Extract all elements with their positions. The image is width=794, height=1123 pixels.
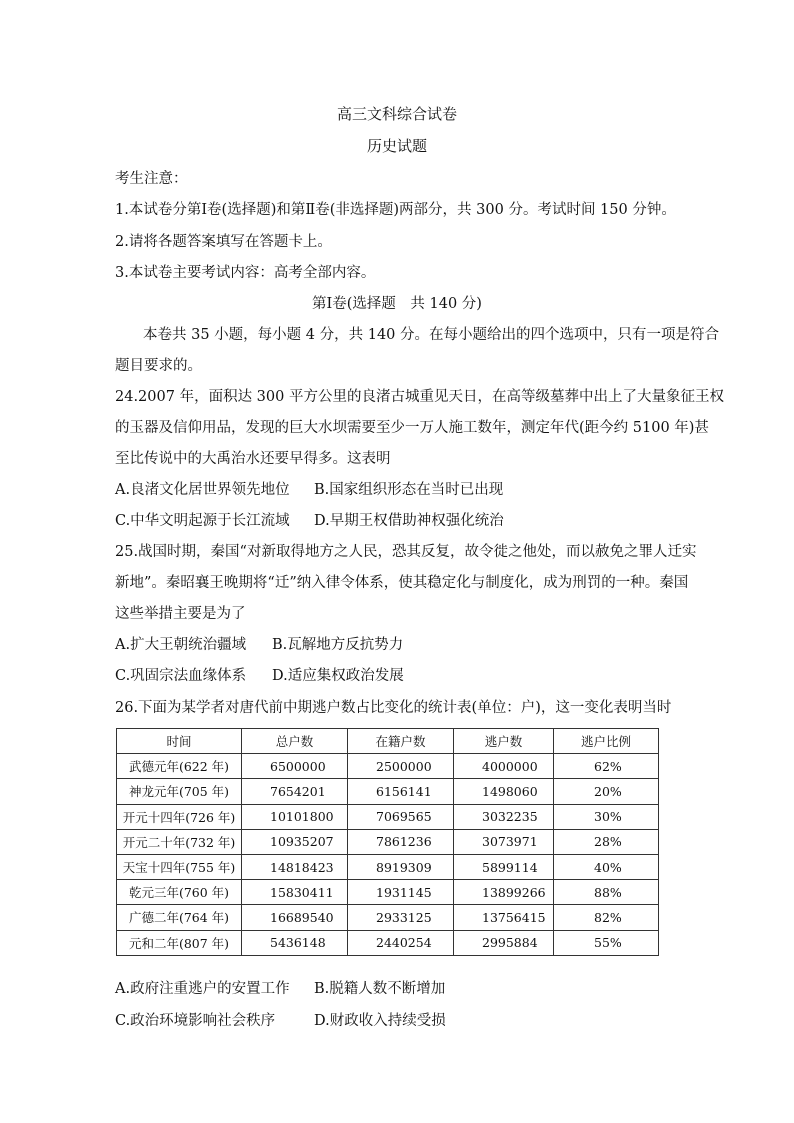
section-title: 第Ⅰ卷(选择题 共 140 分) <box>312 296 482 312</box>
page-subtitle: 历史试题 <box>366 137 427 155</box>
q24-option-a: A.良渚文化居世界领先地位 <box>115 482 290 498</box>
table-cell-registered: 1931145 <box>348 880 454 905</box>
q25-option-d: D.适应集权政治发展 <box>272 668 404 684</box>
table-cell-period: 开元十四年(726 年) <box>117 804 242 829</box>
table-cell-ratio: 40% <box>554 854 659 879</box>
section-instruction-line-2: 题目要求的。 <box>115 358 202 374</box>
table-cell-total: 16689540 <box>242 905 348 930</box>
table-row <box>117 854 659 879</box>
table-cell-total: 10935207 <box>242 829 348 854</box>
q26-option-c: C.政治环境影响社会秩序 <box>115 1013 276 1029</box>
table-cell-period: 元和二年(807 年) <box>117 930 242 955</box>
table-cell-registered: 7861236 <box>348 829 454 854</box>
table-cell-runaway: 3032235 <box>454 804 554 829</box>
section-instruction-line-1: 本卷共 35 小题，每小题 4 分，共 140 分。在每小题给出的四个选项中，只有一项是符合 <box>143 327 720 343</box>
table-cell-ratio: 62% <box>554 754 659 779</box>
table-header-cell: 逃户比例 <box>554 729 659 754</box>
table-cell-period: 神龙元年(705 年) <box>117 779 242 804</box>
table-cell-runaway: 13756415 <box>454 905 554 930</box>
table-header-row <box>117 729 659 754</box>
table-cell-runaway: 2995884 <box>454 930 554 955</box>
q25-stem-line-2: 新地”。秦昭襄王晚期将“迁”纳入律令体系，使其稳定化与制度化，成为刑罚的一种。秦国 <box>115 575 689 591</box>
q24-option-b: B.国家组织形态在当时已出现 <box>314 482 504 498</box>
table-cell-ratio: 82% <box>554 905 659 930</box>
page-title: 高三文科综合试卷 <box>336 105 457 123</box>
table-cell-total: 10101800 <box>242 804 348 829</box>
table-cell-ratio: 30% <box>554 804 659 829</box>
table-cell-registered: 2500000 <box>348 754 454 779</box>
table-cell-ratio: 20% <box>554 779 659 804</box>
table-cell-ratio: 55% <box>554 930 659 955</box>
table-cell-registered: 2933125 <box>348 905 454 930</box>
q25-stem-line-3: 这些举措主要是为了 <box>115 606 246 622</box>
table-cell-registered: 2440254 <box>348 930 454 955</box>
table-cell-runaway: 4000000 <box>454 754 554 779</box>
table-cell-registered: 7069565 <box>348 804 454 829</box>
q26-option-b: B.脱籍人数不断增加 <box>314 981 446 997</box>
q24-option-d: D.早期王权借助神权强化统治 <box>314 513 504 529</box>
table-cell-registered: 6156141 <box>348 779 454 804</box>
table-cell-total: 7654201 <box>242 779 348 804</box>
q26-option-a: A.政府注重逃户的安置工作 <box>115 981 290 997</box>
table-header-cell: 总户数 <box>242 729 348 754</box>
q25-option-a: A.扩大王朝统治疆域 <box>115 637 247 653</box>
table-row <box>117 905 659 930</box>
table-cell-runaway: 3073971 <box>454 829 554 854</box>
notice-item-1: 1.本试卷分第Ⅰ卷(选择题)和第Ⅱ卷(非选择题)两部分，共 300 分。考试时间 150 分钟。 <box>115 202 676 218</box>
table-row <box>117 754 659 779</box>
table-row <box>117 880 659 905</box>
table-cell-registered: 8919309 <box>348 854 454 879</box>
table-cell-total: 5436148 <box>242 930 348 955</box>
q24-stem-line-3: 至比传说中的大禹治水还要早得多。这表明 <box>115 451 391 467</box>
table-cell-total: 6500000 <box>242 754 348 779</box>
q26-stem: 26.下面为某学者对唐代前中期逃户数占比变化的统计表(单位：户)，这一变化表明当时 <box>115 700 672 716</box>
table-row <box>117 779 659 804</box>
q24-option-c: C.中华文明起源于长江流域 <box>115 513 290 529</box>
q26-option-d: D.财政收入持续受损 <box>314 1013 446 1029</box>
table-cell-ratio: 88% <box>554 880 659 905</box>
notice-heading: 考生注意： <box>115 171 188 187</box>
table-cell-period: 天宝十四年(755 年) <box>117 854 242 879</box>
q25-stem-line-1: 25.战国时期，秦国“对新取得地方之人民，恐其反复，故令徙之他处，而以赦免之罪人迁实 <box>115 544 697 560</box>
q24-stem-line-1: 24.2007 年，面积达 300 平方公里的良渚古城重见天日，在高等级墓葬中出上了大量象征王权 <box>115 389 724 405</box>
table-header-cell: 在籍户数 <box>348 729 454 754</box>
table-cell-total: 14818423 <box>242 854 348 879</box>
table-row <box>117 829 659 854</box>
table-cell-runaway: 5899114 <box>454 854 554 879</box>
table-cell-period: 开元二十年(732 年) <box>117 829 242 854</box>
notice-item-2: 2.请将各题答案填写在答题卡上。 <box>115 234 332 250</box>
table-cell-total: 15830411 <box>242 880 348 905</box>
table-header-cell: 逃户数 <box>454 729 554 754</box>
q24-stem-line-2: 的玉器及信仰用品，发现的巨大水坝需要至少一万人施工数年，测定年代(距今约 5100 年)甚 <box>115 420 709 436</box>
q25-option-b: B.瓦解地方反抗势力 <box>272 637 404 653</box>
table-cell-runaway: 1498060 <box>454 779 554 804</box>
table-header-cell: 时间 <box>117 729 242 754</box>
table-cell-period: 广德二年(764 年) <box>117 905 242 930</box>
table-cell-runaway: 13899266 <box>454 880 554 905</box>
table-cell-period: 乾元三年(760 年) <box>117 880 242 905</box>
table-cell-period: 武德元年(622 年) <box>117 754 242 779</box>
table-row <box>117 804 659 829</box>
notice-item-3: 3.本试卷主要考试内容：高考全部内容。 <box>115 265 376 281</box>
runaway-household-table <box>116 728 659 956</box>
table-cell-ratio: 28% <box>554 829 659 854</box>
table-row <box>117 930 659 955</box>
q25-option-c: C.巩固宗法血缘体系 <box>115 668 247 684</box>
